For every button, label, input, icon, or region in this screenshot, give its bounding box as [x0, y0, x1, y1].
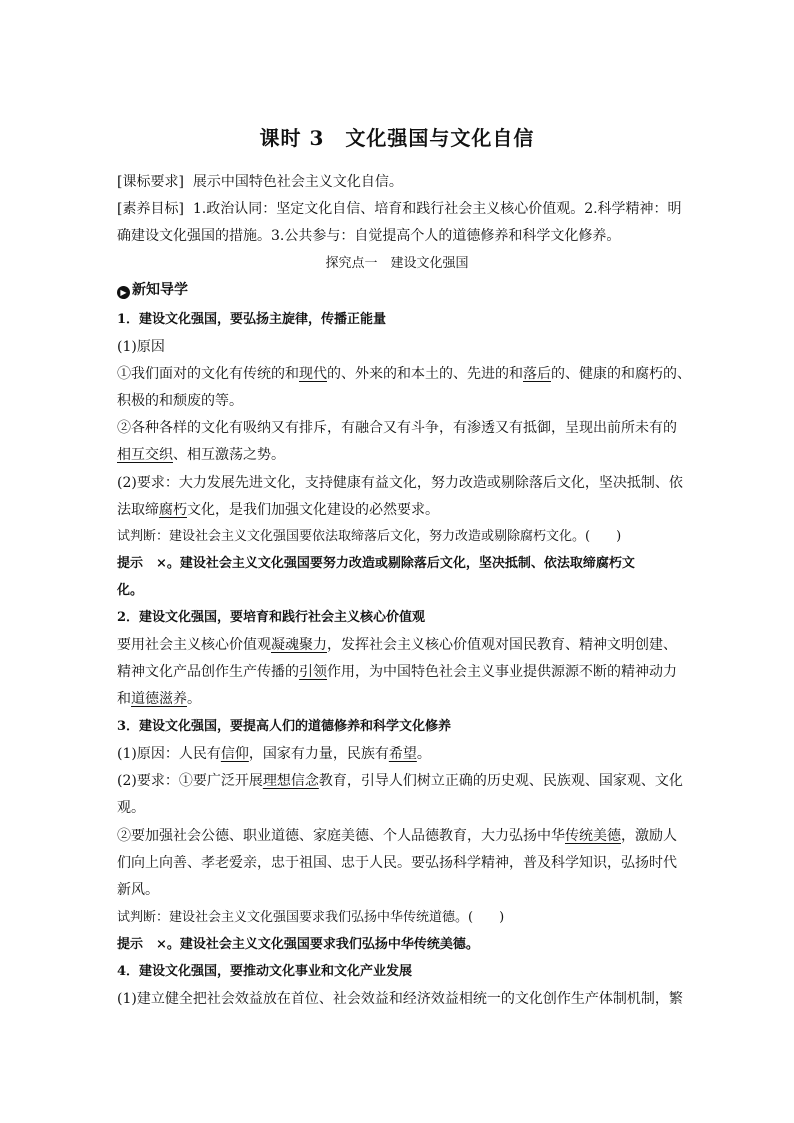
text-span: 教育，引导人们树立正确的历史观、民族观、国家观、文化: [318, 773, 683, 789]
keyword: 希望: [388, 746, 417, 762]
text-span: ①我们面对的文化有传统的和: [117, 366, 299, 382]
point-1-hint-line1: 提示 ×。建设社会主义文化强国要努力改造或剔除落后文化，坚决抵制、依法取缔腐朽文: [117, 556, 635, 571]
literacy-goals-line2: 确建设文化强国的措施。3.公共参与：自觉提高个人的道德修养和科学文化修养。: [117, 228, 621, 244]
text-span: 和: [117, 691, 131, 707]
keyword: 道德滋养: [131, 691, 187, 707]
text-span: ②要加强社会公德、职业道德、家庭美德、个人品德教育，大力弘扬中华: [117, 828, 565, 844]
keyword: 现代: [299, 366, 327, 382]
keyword: 传统美德: [565, 828, 621, 844]
point-1-requirement-line2: [117, 500, 439, 520]
literacy-goals-line1: [117, 199, 682, 219]
point-3-requirement-line1: [117, 771, 683, 791]
text-span: ，国家有力量，民族有: [248, 746, 389, 762]
point-4-line1: (1)建立健全把社会效益放在首位、社会效益和经济效益相统一的文化创作生产体制机制，繁: [117, 991, 683, 1007]
keyword: 落后: [523, 366, 551, 382]
text-span: 作用，为中国特色社会主义事业提供源源不断的精神动力: [327, 664, 677, 680]
text-span: 。: [416, 746, 431, 762]
text-span: 、相互激荡之势。: [173, 447, 285, 463]
lesson-title: 课时 3 文化强国与文化自信: [259, 126, 535, 150]
keyword: 信仰: [220, 746, 249, 762]
point-3-requirement-line2: 观。: [117, 800, 145, 816]
point-3-judge: 试判断：建设社会主义文化强国要求我们弘扬中华传统道德。( ): [117, 910, 505, 925]
point-3-item-2-line1: [117, 826, 677, 846]
text-span: 法取缔: [117, 502, 159, 518]
play-circle-icon: ▶: [117, 286, 130, 299]
standard-label: [课标要求]: [117, 174, 184, 190]
point-1-reason-label: (1)原因: [117, 339, 165, 355]
point-2-line3: [117, 689, 201, 709]
literacy-text-1: 1.政治认同：坚定文化自信、培育和践行社会主义核心价值观。2.科学精神：明: [192, 201, 682, 217]
guide-heading: [117, 280, 188, 300]
point-4-heading: 4．建设文化强国，要推动文化事业和文化产业发展: [117, 964, 413, 979]
point-1-heading: 1．建设文化强国，要弘扬主旋律，传播正能量: [117, 312, 387, 327]
point-3-reason: [117, 744, 431, 764]
guide-heading-text: 新知导学: [132, 282, 188, 298]
keyword: 引领: [299, 664, 327, 680]
text-span: 。: [187, 691, 201, 707]
literacy-label: [素养目标]: [117, 201, 184, 217]
point-1-reason-2-line2: [117, 445, 285, 465]
point-2-line2: [117, 662, 677, 682]
text-span: (2)要求：①要广泛开展: [117, 773, 263, 789]
point-3-hint: 提示 ×。建设社会主义文化强国要求我们弘扬中华传统美德。: [117, 937, 479, 952]
keyword: 相互交织: [117, 447, 173, 463]
point-1-reason-1-line2: 积极的和颓废的等。: [117, 393, 243, 409]
point-1-judge: 试判断：建设社会主义文化强国要依法取缔落后文化，努力改造或剔除腐朽文化。( ): [117, 529, 622, 544]
text-span: ，激励人: [621, 828, 677, 844]
text-span: 精神文化产品创作生产传播的: [117, 664, 299, 680]
text-span: (1)原因：人民有: [117, 746, 221, 762]
point-3-item-2-line3: 新风。: [117, 882, 159, 898]
point-1-hint-line2: 化。: [117, 583, 144, 598]
text-span: 的、外来的和本土的、先进的和: [327, 366, 523, 382]
point-3-heading: 3．建设文化强国，要提高人们的道德修养和科学文化修养: [117, 719, 452, 734]
curriculum-standard: [117, 172, 403, 192]
point-2-heading: 2．建设文化强国，要培育和践行社会主义核心价值观: [117, 610, 426, 625]
text-span: 要用社会主义核心价值观: [117, 637, 271, 653]
keyword: 凝魂聚力: [271, 637, 327, 653]
point-1-reason-2-line1: ②各种各样的文化有吸纳又有排斥，有融合又有斗争，有渗透又有抵御，呈现出前所未有的: [117, 420, 677, 436]
keyword: 理想信念: [262, 773, 319, 789]
keyword: 腐朽: [159, 502, 187, 518]
text-span: ，发挥社会主义核心价值观对国民教育、精神文明创建、: [327, 637, 677, 653]
text-span: 文化，是我们加强文化建设的必然要求。: [187, 502, 439, 518]
text-span: 的、健康的和腐朽的、: [551, 366, 691, 382]
standard-text: 展示中国特色社会主义文化自信。: [192, 174, 403, 190]
point-1-requirement-line1: (2)要求：大力发展先进文化，支持健康有益文化，努力改造或剔除落后文化，坚决抵制、依: [117, 475, 683, 491]
section-title: 探究点一 建设文化强国: [325, 256, 469, 271]
point-1-reason-1-line1: [117, 364, 691, 384]
point-2-line1: [117, 635, 677, 655]
point-3-item-2-line2: 们向上向善、孝老爱亲，忠于祖国、忠于人民。要弘扬科学精神，普及科学知识，弘扬时代: [117, 855, 677, 871]
